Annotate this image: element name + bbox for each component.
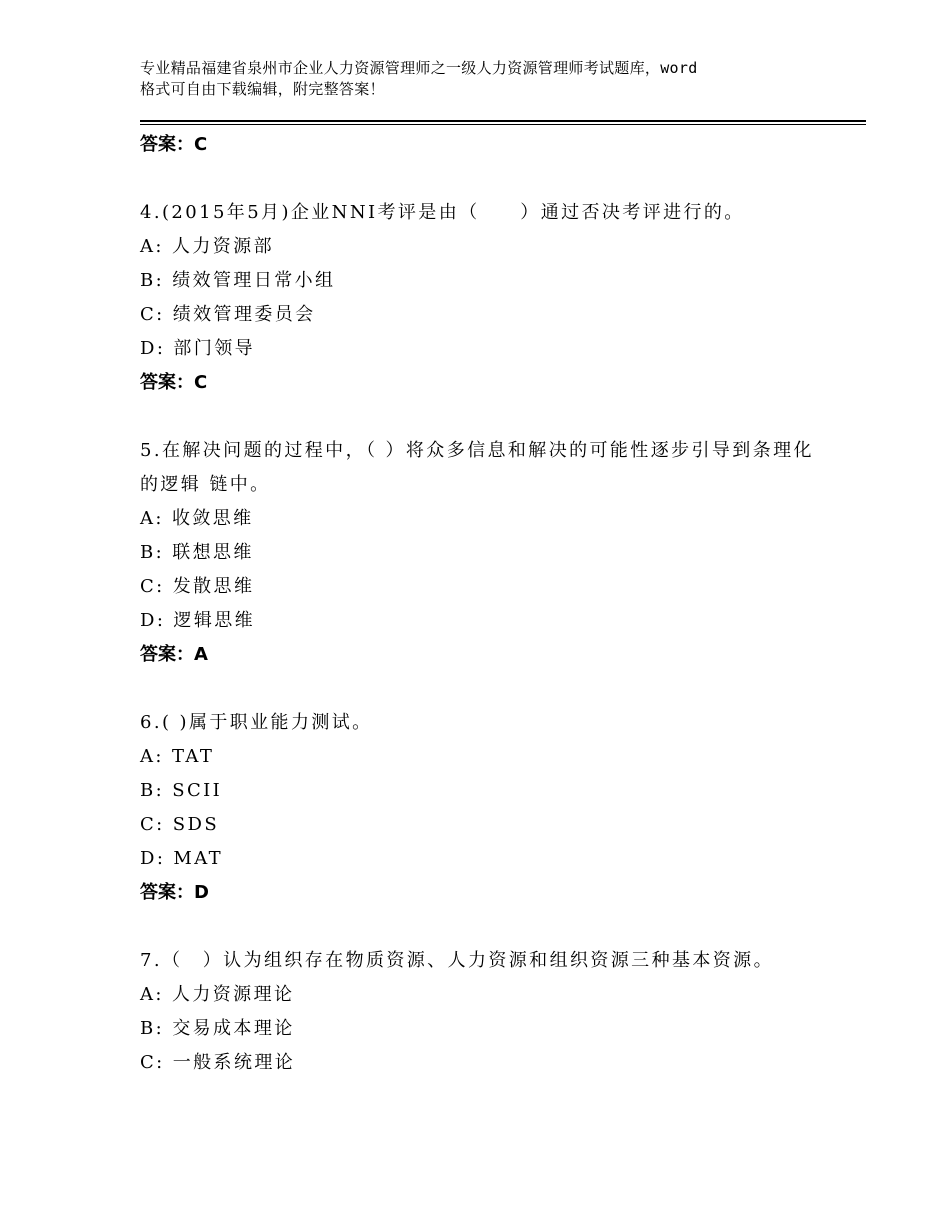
option-a: A: 收敛思维: [140, 508, 254, 529]
question-text: 5.在解决问题的过程中，（ ）将众多信息和解决的可能性逐步引导到条理化的逻辑 链中。: [140, 440, 814, 495]
option-b: B: 交易成本理论: [140, 1018, 295, 1039]
option-a: A: 人力资源部: [140, 236, 274, 257]
document-header: [140, 58, 840, 100]
option-b: B: 绩效管理日常小组: [140, 270, 336, 291]
question-5: [140, 434, 820, 672]
answer-label: 答案：A: [140, 644, 208, 665]
header-line-2: 格式可自由下载编辑，附完整答案！: [140, 80, 385, 98]
answer-label: 答案：C: [140, 372, 208, 393]
question-4: [140, 196, 820, 400]
header-divider-thick: [140, 120, 866, 122]
option-a: A: TAT: [140, 746, 215, 767]
question-text: 7.（ ）认为组织存在物质资源、人力资源和组织资源三种基本资源。: [140, 950, 774, 971]
header-line-1: 专业精品福建省泉州市企业人力资源管理师之一级人力资源管理师考试题库，word: [140, 59, 698, 77]
question-text: 6.( )属于职业能力测试。: [140, 712, 373, 733]
question-text: 4.(2015年5月)企业NNI考评是由（ ）通过否决考评进行的。: [140, 202, 745, 223]
option-c: C: 一般系统理论: [140, 1052, 296, 1073]
question-list: [140, 128, 820, 1080]
option-c: C: 发散思维: [140, 576, 255, 597]
option-b: B: 联想思维: [140, 542, 254, 563]
answer-label: 答案：C: [140, 134, 208, 155]
question-6: [140, 706, 820, 910]
answer-label: 答案：D: [140, 882, 209, 903]
option-d: D: 部门领导: [140, 338, 256, 359]
option-a: A: 人力资源理论: [140, 984, 295, 1005]
option-d: D: MAT: [140, 848, 224, 869]
option-c: C: SDS: [140, 814, 220, 835]
option-b: B: SCII: [140, 780, 223, 801]
option-d: D: 逻辑思维: [140, 610, 256, 631]
header-divider-thin: [140, 124, 866, 125]
option-c: C: 绩效管理委员会: [140, 304, 316, 325]
question-7: [140, 944, 820, 1080]
